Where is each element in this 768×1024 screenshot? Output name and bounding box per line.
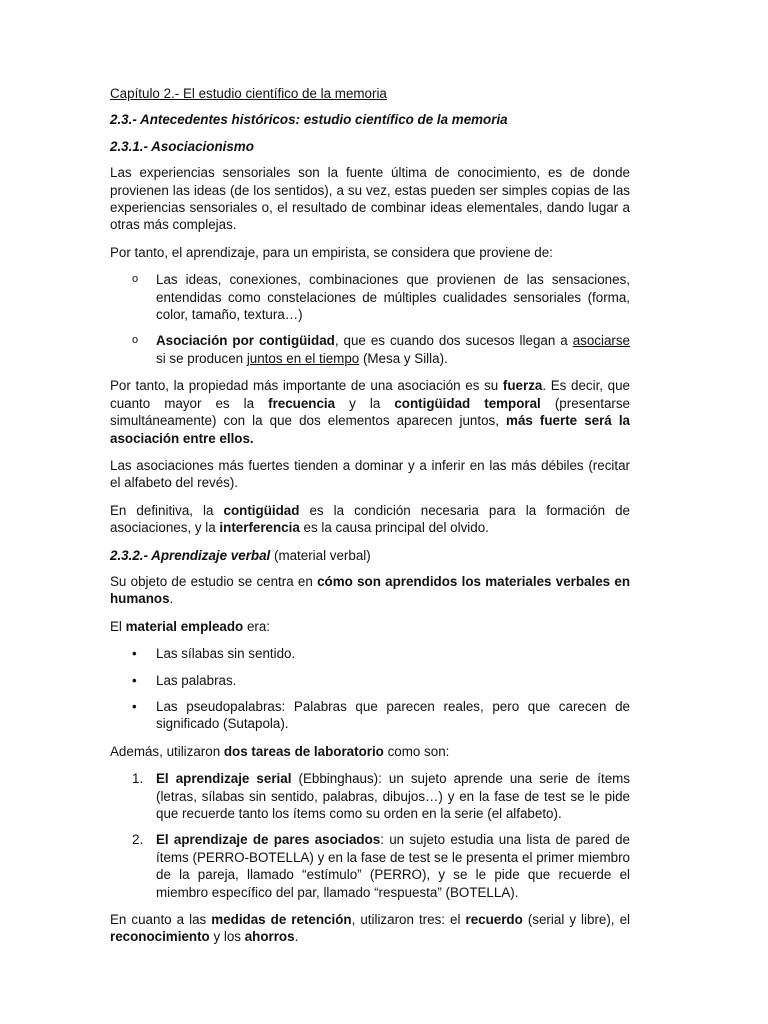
list-item [110, 271, 630, 323]
circle-bullet-icon: o [132, 334, 139, 347]
bold-term: interferencia [219, 520, 300, 536]
text-run: y los [209, 929, 245, 945]
text-run: En definitiva, la [110, 502, 224, 518]
text-run: (Mesa y Silla). [359, 350, 448, 366]
materials-list [110, 645, 630, 733]
paragraph-material-used [110, 618, 630, 635]
text-run: (serial y libre), el [522, 912, 630, 928]
text-run: . Es decir, que cuanto mayor es la [110, 378, 631, 411]
text-run: si se producen [156, 350, 247, 366]
bold-term: contigüidad temporal [394, 395, 541, 411]
underlined-term: asociarse [572, 333, 630, 349]
bullet-icon: • [132, 672, 137, 688]
list-item [110, 672, 630, 689]
text-run: es la condición necesaria para la formación de asociaciones, y la [110, 502, 630, 536]
list-item-text [156, 771, 630, 821]
text-run: Su objeto de estudio se centra en [110, 573, 318, 589]
list-item [110, 770, 630, 822]
list-number: 2. [132, 832, 144, 848]
list-item-text: Las pseudopalabras: Palabras que parecen reales, pero que carecen de significado (Sutapola). [156, 698, 630, 732]
bold-term: El aprendizaje serial [156, 771, 292, 787]
text-run: (presentarse simultáneamente) con la que dos elementos aparecen juntos, [110, 395, 630, 429]
underlined-term: juntos en el tiempo [246, 350, 360, 366]
bold-term: dos tareas de laboratorio [223, 743, 384, 759]
bold-term: contigüidad [223, 502, 300, 518]
list-item-text [156, 832, 630, 899]
text-run: era: [243, 618, 271, 634]
bold-term: medidas de retención [211, 912, 352, 928]
bold-term: más fuerte será la asociación entre ellos. [110, 413, 630, 446]
bold-term: material empleado [125, 618, 244, 634]
list-item-text: Las palabras. [156, 672, 237, 688]
text-run: , que es cuando dos sucesos llegan a [334, 333, 573, 349]
bold-term: ahorros [244, 929, 295, 945]
section-heading-2-3-2 [110, 547, 630, 564]
bold-term: recuerdo [465, 912, 523, 928]
paragraph-study-object [110, 573, 630, 608]
section-heading-2-3-1: 2.3.1.- Asociacionismo [110, 138, 254, 154]
empiricist-list [110, 271, 630, 367]
text-run: como son: [383, 743, 450, 759]
bold-term: fuerza [502, 378, 543, 394]
heading-text: 2.3.2.- Aprendizaje verbal [110, 547, 271, 563]
list-item [110, 698, 630, 733]
text-run: El [110, 618, 126, 634]
list-item-text: Las sílabas sin sentido. [156, 646, 296, 662]
tasks-list [110, 770, 630, 901]
text-run: Además, utilizaron [110, 743, 224, 759]
list-item [110, 645, 630, 662]
bold-term: cómo son aprendidos los materiales verbales en humanos [110, 573, 631, 607]
paragraph-learning-origin: Por tanto, el aprendizaje, para un empirista, se considera que proviene de: [110, 244, 553, 260]
paragraph-contiguity [110, 502, 630, 537]
list-number: 1. [132, 771, 144, 787]
bold-term: Asociación por contigüidad [156, 333, 335, 349]
text-run: es la causa principal del olvido. [299, 520, 489, 536]
bold-term: reconocimiento [110, 929, 210, 945]
document-body [110, 85, 630, 956]
paragraph-association-strength [110, 377, 630, 447]
text-run: , utilizaron tres: el [351, 912, 466, 928]
list-item-text: Las ideas, conexiones, combinaciones que provienen de las sensaciones, entendidas como constelaciones de múltiples cualidades sensoriales (forma, color, tamaño, textura…) [156, 272, 630, 323]
text-run: : un sujeto estudia una lista de pared de ítems (PERRO-BOTELLA) y en la fase de test se le presenta el primer miembro de la pareja, llamado “estímulo” (PERRO), y se le pide que recuerde el miembro específico del par, llamado “respuesta” (BOTELLA). [156, 832, 631, 900]
text-run: Por tanto, la propiedad más importante de una asociación es su [110, 378, 503, 394]
section-heading-2-3: 2.3.- Antecedentes históricos: estudio científico de la memoria [110, 112, 508, 128]
bullet-icon: • [132, 646, 137, 662]
heading-note: (material verbal) [270, 547, 371, 563]
bullet-icon: • [132, 698, 137, 714]
text-run: En cuanto a las [110, 912, 212, 928]
text-run: . [169, 591, 174, 607]
text-run: . [294, 929, 299, 945]
list-item [110, 332, 630, 367]
bold-term: El aprendizaje de pares asociados [156, 832, 381, 848]
chapter-title: Capítulo 2.- El estudio científico de la memoria [110, 86, 387, 101]
circle-bullet-icon: o [132, 273, 139, 286]
list-item-text [156, 333, 630, 365]
paragraph-lab-tasks [110, 743, 630, 760]
paragraph-retention-measures [110, 911, 630, 946]
text-run: (Ebbinghaus): un sujeto aprende una serie de ítems (letras, sílabas sin sentido, palabras, dibujos…) y en la fase de test se le pide que recuerde tanto los ítems como su orden en la serie (el alfabeto). [156, 771, 631, 821]
paragraph-sensory-experiences: Las experiencias sensoriales son la fuente última de conocimiento, es de donde provienen las ideas (de los sentidos), a su vez, estas pueden ser simples copias de las experiencias sensoriales o, el resultado de combinar ideas elementales, dando lugar a otras más complejas. [110, 165, 630, 233]
text-run: y la [335, 395, 395, 411]
paragraph-stronger-associations: Las asociaciones más fuertes tienden a dominar y a inferir en las más débiles (recitar el alfabeto del revés). [110, 457, 630, 491]
list-item [110, 831, 630, 901]
bold-term: frecuencia [268, 395, 336, 411]
